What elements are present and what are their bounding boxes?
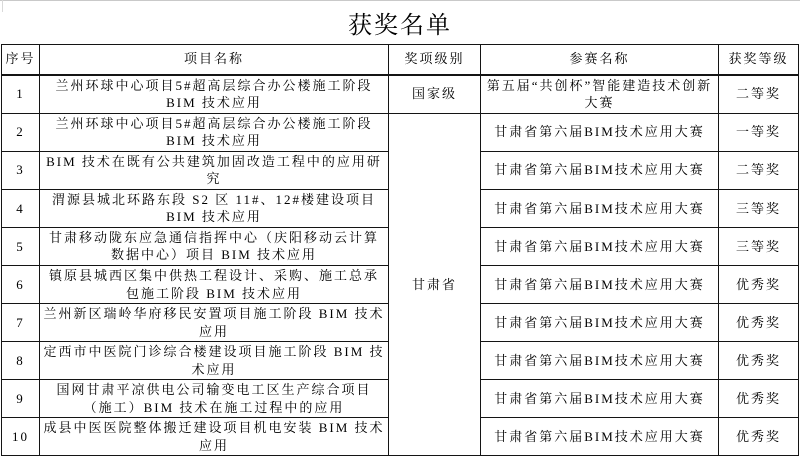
award-grade-cell: 优秀奖 <box>719 265 799 303</box>
project-name-cell: 兰州新区瑞岭华府移民安置项目施工阶段 BIM 技术应用 <box>40 304 389 342</box>
competition-name-cell: 甘肃省第六届BIM技术应用大赛 <box>481 151 719 189</box>
project-name-cell: BIM 技术在既有公共建筑加固改造工程中的应用研究 <box>40 151 389 189</box>
competition-name-cell: 甘肃省第六届BIM技术应用大赛 <box>481 189 719 227</box>
project-name-cell: 渭源县城北环路东段 S2 区 11#、12#楼建设项目BIM 技术应用 <box>40 189 389 227</box>
competition-name-cell: 甘肃省第六届BIM技术应用大赛 <box>481 113 719 151</box>
competition-name-cell: 甘肃省第六届BIM技术应用大赛 <box>481 380 719 418</box>
row-number-cell: 2 <box>2 113 40 151</box>
header-competition: 参赛名称 <box>481 45 719 75</box>
competition-name-cell: 甘肃省第六届BIM技术应用大赛 <box>481 304 719 342</box>
project-name-cell: 甘肃移动陇东应急通信指挥中心（庆阳移动云计算数据中心）项目 BIM 技术应用 <box>40 227 389 265</box>
top-edge-line <box>0 0 800 1</box>
row-number-cell: 9 <box>2 380 40 418</box>
row-number-cell: 1 <box>2 75 40 114</box>
row-number-cell: 10 <box>2 418 40 456</box>
header-row <box>2 45 799 75</box>
row-number-cell: 3 <box>2 151 40 189</box>
row-number-cell: 6 <box>2 265 40 303</box>
award-level-cell: 国家级 <box>389 75 481 114</box>
table-row <box>2 113 799 151</box>
header-level: 奖项级别 <box>389 45 481 75</box>
competition-name-cell: 甘肃省第六届BIM技术应用大赛 <box>481 342 719 380</box>
header-no: 序号 <box>2 45 40 75</box>
award-grade-cell: 三等奖 <box>719 227 799 265</box>
award-level-merged-cell: 甘肃省 <box>389 113 481 456</box>
award-grade-cell: 优秀奖 <box>719 342 799 380</box>
header-project: 项目名称 <box>40 45 389 75</box>
row-number-cell: 7 <box>2 304 40 342</box>
competition-name-cell: 甘肃省第六届BIM技术应用大赛 <box>481 227 719 265</box>
award-grade-cell: 优秀奖 <box>719 380 799 418</box>
award-grade-cell: 二等奖 <box>719 75 799 114</box>
project-name-cell: 兰州环球中心项目5#超高层综合办公楼施工阶段BIM 技术应用 <box>40 75 389 114</box>
competition-name-cell: 甘肃省第六届BIM技术应用大赛 <box>481 265 719 303</box>
row-number-cell: 4 <box>2 189 40 227</box>
table-row <box>2 75 799 114</box>
project-name-cell: 镇原县城西区集中供热工程设计、采购、施工总承包施工阶段 BIM 技术应用 <box>40 265 389 303</box>
top-edge-stub <box>2 0 3 12</box>
project-name-cell: 定西市中医院门诊综合楼建设项目施工阶段 BIM 技术应用 <box>40 342 389 380</box>
project-name-cell: 成县中医医院整体搬迁建设项目机电安装 BIM 技术应用 <box>40 418 389 456</box>
award-grade-cell: 优秀奖 <box>719 418 799 456</box>
row-number-cell: 8 <box>2 342 40 380</box>
award-grade-cell: 一等奖 <box>719 113 799 151</box>
award-grade-cell: 二等奖 <box>719 151 799 189</box>
row-number-cell: 5 <box>2 227 40 265</box>
project-name-cell: 兰州环球中心项目5#超高层综合办公楼施工阶段BIM 技术应用 <box>40 113 389 151</box>
competition-name-cell: 第五届“共创杯”智能建造技术创新大赛 <box>481 75 719 114</box>
competition-name-cell: 甘肃省第六届BIM技术应用大赛 <box>481 418 719 456</box>
award-grade-cell: 三等奖 <box>719 189 799 227</box>
page-title: 获奖名单 <box>348 12 452 39</box>
award-grade-cell: 优秀奖 <box>719 304 799 342</box>
award-table <box>1 44 799 456</box>
header-grade: 获奖等级 <box>719 45 799 75</box>
project-name-cell: 国网甘肃平凉供电公司输变电工区生产综合项目（施工）BIM 技术在施工过程中的应用 <box>40 380 389 418</box>
